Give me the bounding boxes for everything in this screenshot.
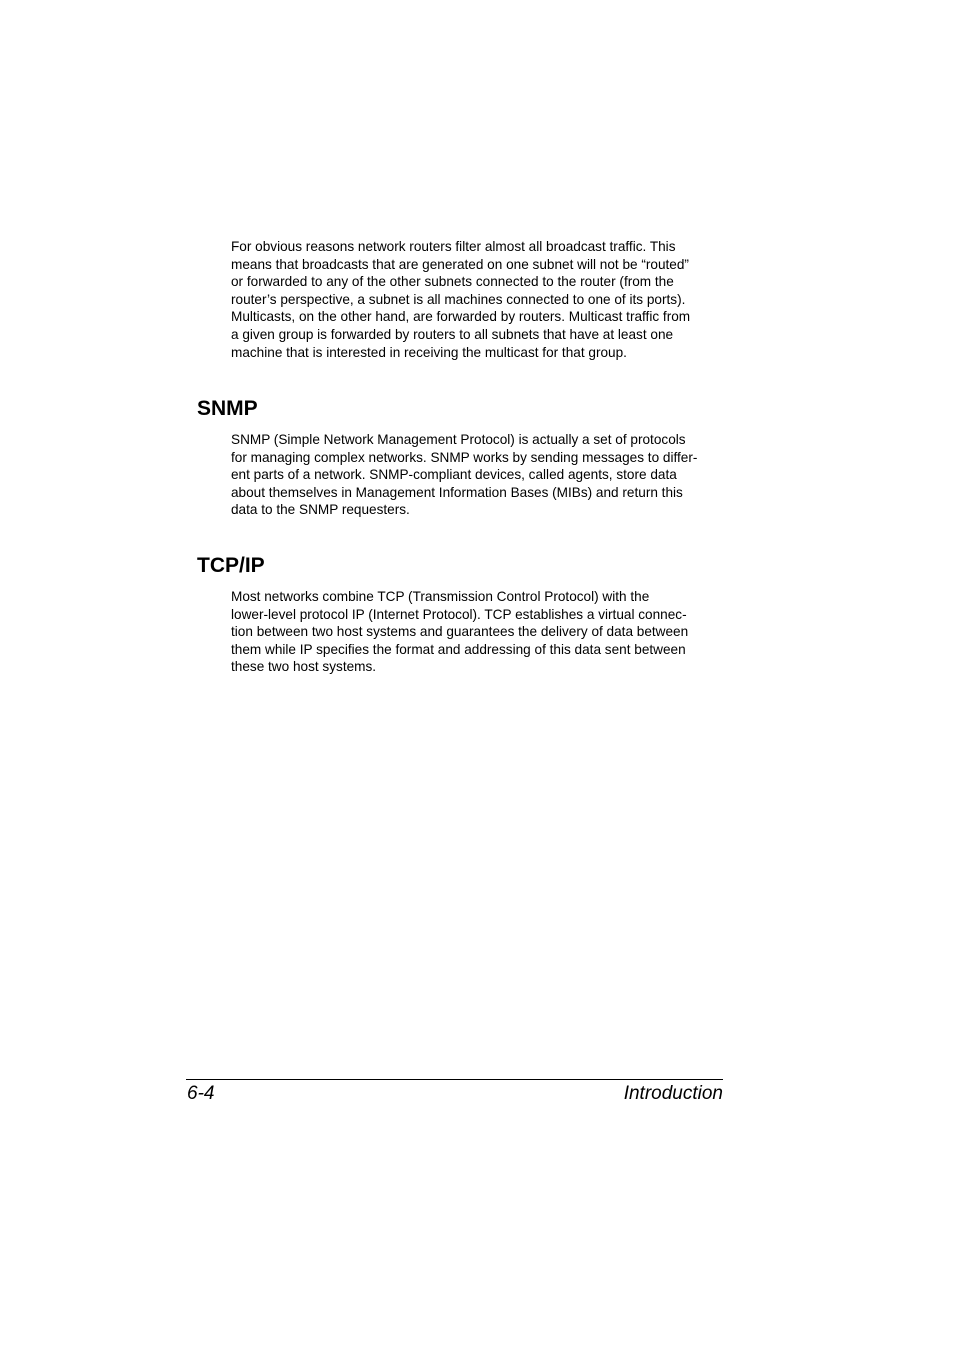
footer-page-number: 6-4 — [187, 1083, 215, 1104]
footer-chapter-title: Introduction — [623, 1083, 723, 1104]
intro-paragraph: For obvious reasons network routers filter almost all broadcast traffic. This means that broadcasts that are generated on one subnet will not be “routed” or forwarded to any of the other subnets connected to the router (from the router’s perspective, a subnet is all machines connected to one of its ports). Multicasts, on the other hand, are forwarded by routers. Multicast traffic from a given group is forwarded by routers to all subnets that have at least one machine that is interested in receiving the multicast for that group. — [231, 239, 691, 360]
footer-divider — [186, 1079, 723, 1080]
section-body-tcpip: Most networks combine TCP (Transmission Control Protocol) with the lower-level protocol IP (Internet Protocol). TCP establishes a virtual connec- tion between two host systems and guarantees the delivery of data between them while IP specifies the format and addressing of this data sent between these two host systems. — [231, 589, 689, 675]
section-body-snmp: SNMP (Simple Network Management Protocol) is actually a set of protocols for managing complex networks. SNMP works by sending messages to differ- ent parts of a network. SNMP-compliant devices, called agents, store data about themselves in Management Information Bases (MIBs) and return this data to the SNMP requesters. — [231, 432, 698, 518]
section-heading-tcpip: TCP/IP — [197, 554, 265, 577]
section-heading-snmp: SNMP — [197, 397, 258, 420]
